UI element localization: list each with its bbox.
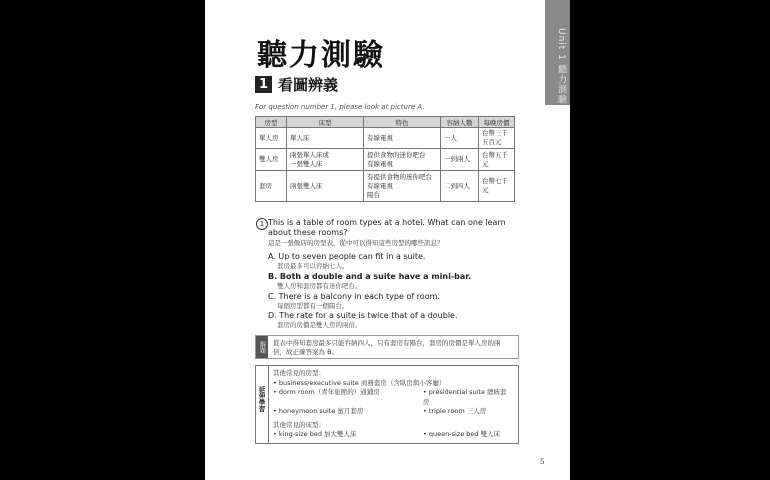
table-cell: 單人床 — [287, 128, 364, 149]
list-item: • queen-size bed 雙人床 — [423, 430, 501, 438]
table-header: 房型 — [256, 117, 287, 128]
table-row — [256, 171, 515, 202]
option-text-zh: 每個房型都有一個陽台。 — [277, 302, 349, 310]
table-row — [256, 149, 515, 171]
list-item: • honeymoon suite 蜜月套房 — [273, 407, 364, 415]
table-cell: 兩張雙人床 — [287, 171, 364, 202]
instruction-text: For question number 1, please look at picture A. — [255, 103, 425, 111]
explanation-text: 從表中得知套房最多只能容納四人，只有套房有陽台，套房的房價是單人房的兩倍，故正確答案為 B。 — [273, 339, 501, 356]
table-header: 每晚房價 — [479, 117, 515, 128]
table-header: 容納人數 — [441, 117, 479, 128]
extension-body — [273, 369, 513, 440]
table-cell: 台幣七千元 — [479, 171, 515, 202]
question-number-badge: 1 — [256, 218, 268, 230]
option-text-en: D. The rate for a suite is twice that of a double. — [268, 311, 458, 320]
explanation-box — [255, 335, 519, 359]
table-cell: 套房 — [256, 171, 287, 202]
option-text-en: B. Both a double and a suite have a mini-bar. — [268, 272, 472, 281]
table-row — [256, 128, 515, 149]
page-number: 5 — [540, 458, 545, 466]
unit-side-label: Unit 1 聽力測驗 — [556, 28, 566, 105]
table-header: 特色 — [364, 117, 441, 128]
question-text-zh: 這是一張飯店的房型表，從中可以得知這些房型的哪些訊息？ — [268, 239, 444, 247]
section-title: 看圖辨義 — [278, 75, 339, 94]
section-header — [255, 75, 338, 93]
option-text-zh: 套房的房價是雙人房的兩倍。 — [277, 321, 362, 329]
answer-option-a — [268, 252, 508, 270]
list-row — [273, 388, 513, 407]
section-number: 1 — [255, 76, 272, 93]
list-row — [273, 430, 513, 440]
table-cell: 台幣五千元 — [479, 149, 515, 171]
table-cell: 台幣三千五百元 — [479, 128, 515, 149]
explanation-tag: 解題 — [256, 336, 268, 358]
answer-option-d — [268, 311, 508, 329]
table-cell: 二到四人 — [441, 171, 479, 202]
list-item: • triple room 三人房 — [423, 407, 487, 415]
table-cell: 提供食物的迷你吧台 有線電視 — [364, 149, 441, 171]
answer-option-b — [268, 272, 508, 290]
extension-tag: 延伸學習 — [257, 386, 266, 412]
table-cell: 有提供食物的迷你吧台 有線電視 陽台 — [364, 171, 441, 202]
list-item: • dorm room（青年旅館的）通鋪房 — [273, 388, 380, 396]
option-text-en: A. Up to seven people can fit in a suite. — [268, 252, 426, 261]
extension-box — [255, 365, 519, 444]
extension-heading: 其他常見的房型： — [273, 369, 325, 377]
list-item: • presidential suite 總統套房 — [422, 388, 507, 406]
list-item: • business/executive suite 商務套房（含臥房與小客廳） — [273, 378, 446, 387]
answer-option-c — [268, 292, 508, 310]
table-header: 床型 — [287, 117, 364, 128]
table-cell: 一人 — [441, 128, 479, 149]
table-cell: 有線電視 — [364, 128, 441, 149]
extension-heading: 其他常見的床型： — [273, 420, 325, 429]
question-text-en: This is a table of room types at a hotel. What can one learn about these rooms? — [268, 218, 506, 237]
option-text-en: C. There is a balcony in each type of room. — [268, 292, 440, 301]
list-row — [273, 407, 513, 417]
page-title: 聽力測驗 — [257, 38, 385, 73]
table-header-row — [256, 117, 515, 128]
table-cell: 雙人房 — [256, 149, 287, 171]
option-text-zh: 套房最多可以容納七人。 — [277, 262, 349, 270]
option-text-zh: 雙人房和套房都有迷你吧台。 — [277, 282, 362, 290]
table-cell: 兩張單人床或 一張雙人床 — [287, 149, 364, 171]
table-cell: 一到兩人 — [441, 149, 479, 171]
list-item: • king-size bed 加大雙人床 — [273, 430, 357, 438]
room-types-table — [255, 116, 515, 202]
table-cell: 單人房 — [256, 128, 287, 149]
